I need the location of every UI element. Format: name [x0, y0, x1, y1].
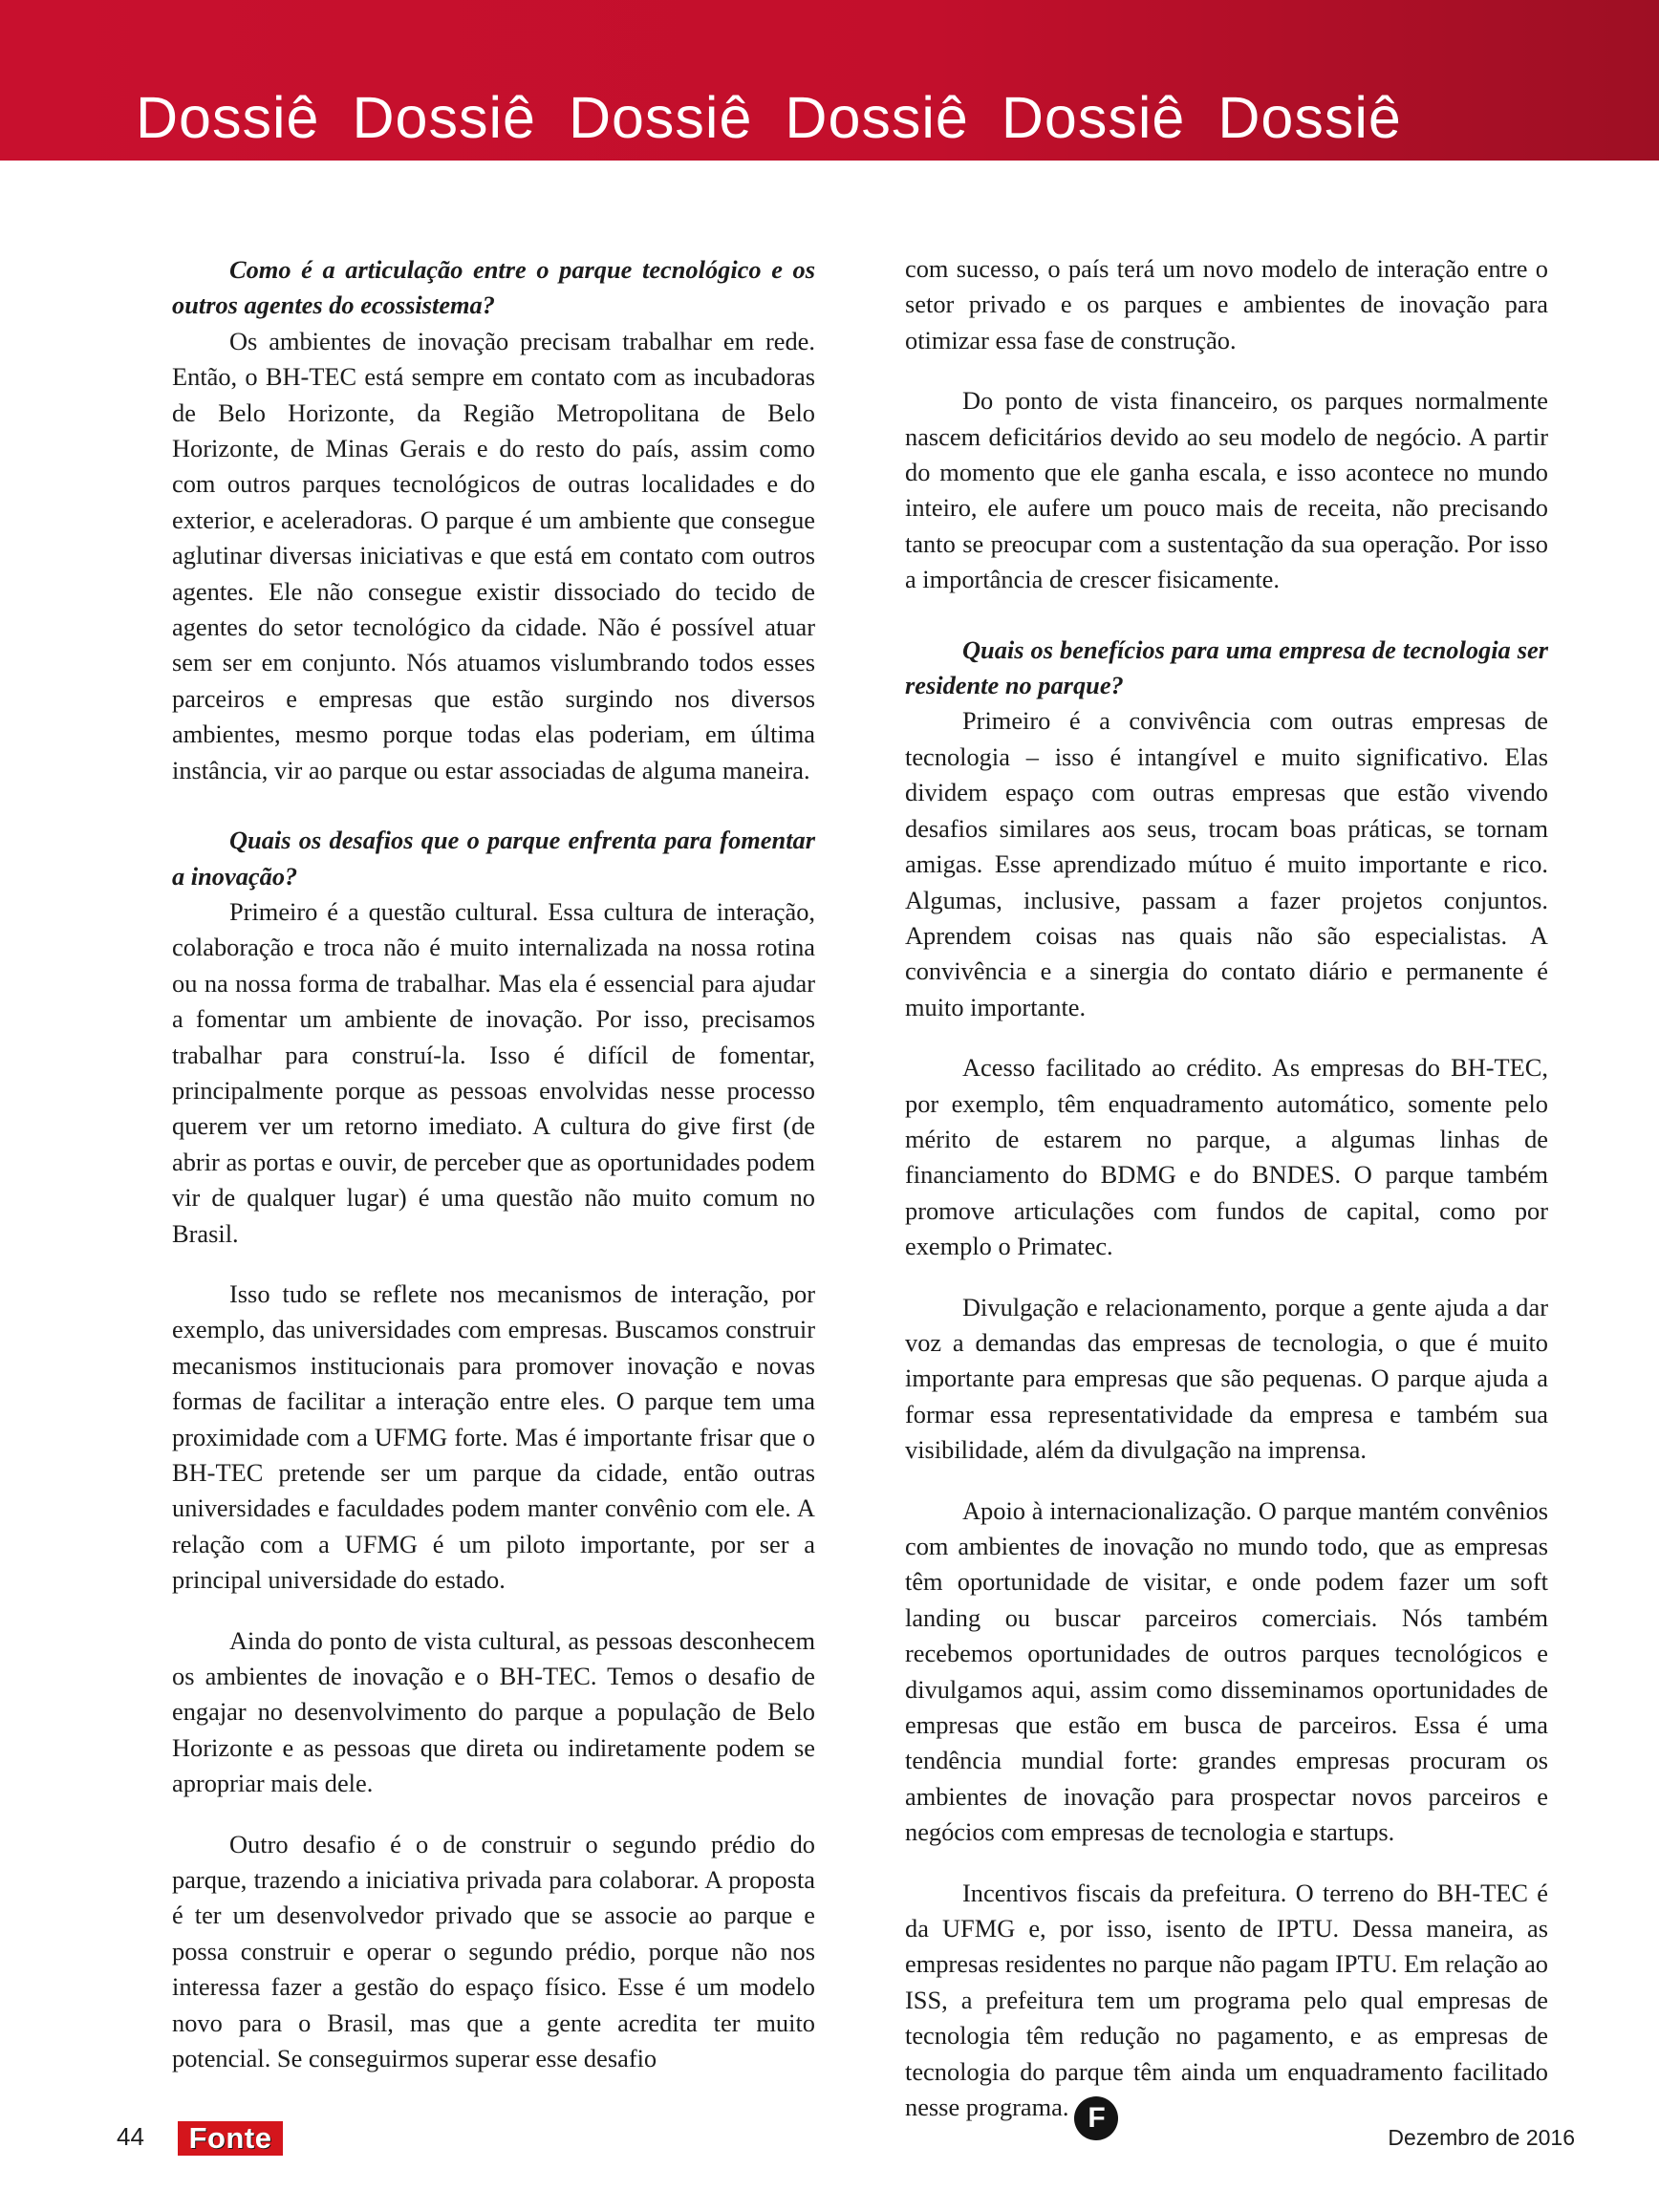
answer-paragraph: Divulgação e relacionamento, porque a gente ajuda a dar voz a demandas das empresas de tecnologia, o que é muito importante para empresas que são pequenas. O parque ajuda a formar essa representatividade da empresa e também sua visibilidade, além da divulgação na imprensa. — [905, 1292, 1548, 1465]
issue-date: Dezembro de 2016 — [1388, 2125, 1575, 2150]
answer-paragraph: Isso tudo se reflete nos mecanismos de interação, por exemplo, das universidades com empresas. Buscamos construir mecanismos institucionais para promover inovação e novas formas de facilitar a interação entre eles. O parque tem uma proximidade com a UFMG forte. Mas é importante frisar que o BH-TEC pretende ser um parque da cidade, então outras universidades e faculdades podem manter convênio com ele. A relação com a UFMG é um piloto importante, por ser a principal universidade do estado. — [172, 1278, 815, 1595]
banner-word: Dossiê — [1217, 85, 1402, 150]
banner-word: Dossiê — [568, 85, 753, 150]
banner-word: Dossiê — [785, 85, 969, 150]
answer-paragraph: Do ponto de vista financeiro, os parques normalmente nascem deficitários devido ao seu modelo de negócio. A partir do momento que ele ganha escala, e isso acontece no mundo inteiro, ele aufere um pouco mais de receita, não precisando tanto se preocupar com a sustentação da sua operação. Por isso a importância de crescer fisicamente. — [905, 386, 1548, 594]
banner-words — [136, 84, 1627, 161]
final-paragraph — [905, 1876, 1548, 2140]
page-number: 44 — [117, 2122, 144, 2151]
interview-question: Quais os benefícios para uma empresa de tecnologia ser residente no parque? — [905, 634, 1548, 700]
left-column — [172, 252, 815, 2077]
answer-paragraph: Outro desafio é o de construir o segundo prédio do parque, trazendo a iniciativa privada para colaborar. A proposta é ter um desenvolvedor privado que se associe ao parque e possa construir e operar o segundo prédio, porque não nos interessa fazer a gestão do espaço físico. Esse é um modelo novo para o Brasil, mas que a gente acredita ter muito potencial. Se conseguirmos superar esse desafio — [172, 1829, 815, 2073]
final-paragraph-text: Incentivos fiscais da prefeitura. O terreno do BH-TEC é da UFMG e, por isso, isento de IPTU. Dessa maneira, as empresas residentes no parque não pagam IPTU. Em relação ao ISS, a prefeitura tem um programa pelo qual empresas de tecnologia têm redução no pagamento, e as empresas de tecnologia do parque têm ainda um enquadramento facilitado nesse programa. — [905, 1878, 1548, 2122]
section-banner — [0, 0, 1659, 161]
banner-word: Dossiê — [352, 85, 536, 150]
interview-question: Quais os desafios que o parque enfrenta para fomentar a inovação? — [172, 826, 815, 891]
banner-word: Dossiê — [1001, 85, 1186, 150]
right-column — [905, 251, 1548, 2140]
answer-paragraph: Primeiro é a convivência com outras empresas de tecnologia – isso é intangível e muito significativo. Elas dividem espaço com outras empresas que estão vivendo desafios similares aos seus, trocam boas práticas, se tornam amigas. Esse aprendizado mútuo é muito importante e rico. Algumas, inclusive, passam a fazer projetos conjuntos. Aprendem coisas nas quais não são especialistas. A convivência e a sinergia do contato diário e permanente é muito importante. — [905, 706, 1548, 1021]
answer-paragraph: Apoio à internacionalização. O parque mantém convênios com ambientes de inovação no mundo todo, que as empresas têm oportunidade de visitar, e onde podem fazer um soft landing ou buscar parceiros comerciais. Nós também recebemos oportunidades de outros parques tecnológicos e divulgamos aqui, assim como disseminamos oportunidades de empresas que estão em busca de parceiros. Essa é uma tendência mundial forte: grandes empresas procuram os ambientes de inovação para prospectar novos parceiros e negócios com empresas de tecnologia e startups. — [905, 1495, 1548, 1847]
answer-paragraph: Ainda do ponto de vista cultural, as pessoas desconhecem os ambientes de inovação e o BH-TEC. Temos o desafio de engajar no desenvolvimento do parque a população de Belo Horizonte e as pessoas que direta ou indiretamente podem se apropriar mais dele. — [172, 1625, 815, 1798]
answer-paragraph: Acesso facilitado ao crédito. As empresas do BH-TEC, por exemplo, têm enquadramento automático, somente pelo mérito de estarem no parque, a algumas linhas de financiamento do BDMG e do BNDES. O parque também promove articulações com fundos de capital, como por exemplo o Primatec. — [905, 1053, 1548, 1261]
end-of-article-icon: F — [1074, 2096, 1118, 2140]
answer-paragraph: Os ambientes de inovação precisam trabalhar em rede. Então, o BH-TEC está sempre em contato com as incubadoras de Belo Horizonte, da Região Metropolitana de Belo Horizonte, de Minas Gerais e do resto do país, assim como com outros parques tecnológicos de outras localidades e do exterior, e aceleradoras. O parque é um ambiente que consegue aglutinar diversas iniciativas e que está em contato com outros agentes. Ele não consegue existir dissociado do tecido de agentes do setor tecnológico da cidade. Não é possível atuar sem ser em conjunto. Nós atuamos vislumbrando todos esses parceiros e empresas que estão surgindo nos diversos ambientes, mesmo porque todas elas poderiam, em última instância, vir ao parque ou estar associadas de alguma maneira. — [172, 326, 815, 784]
interview-question: Como é a articulação entre o parque tecnológico e os outros agentes do ecossistema? — [172, 255, 815, 320]
continued-paragraph: com sucesso, o país terá um novo modelo de interação entre o setor privado e os parques e ambientes de inovação para otimizar essa fase de construção. — [905, 254, 1548, 354]
answer-paragraph: Primeiro é a questão cultural. Essa cultura de interação, colaboração e troca não é muito internalizada na nossa rotina ou na nossa forma de trabalhar. Mas ela é essencial para ajudar a fomentar um ambiente de inovação. Por isso, precisamos trabalhar para construí-la. Isso é difícil de fomentar, principalmente porque as pessoas envolvidas nesse processo querem ver um retorno imediato. A cultura do give first (de abrir as portas e ouvir, de perceber que as oportunidades podem vir de qualquer lugar) é uma questão não muito comum no Brasil. — [172, 896, 815, 1248]
banner-word: Dossiê — [136, 85, 320, 150]
magazine-logo: Fonte — [178, 2121, 283, 2156]
